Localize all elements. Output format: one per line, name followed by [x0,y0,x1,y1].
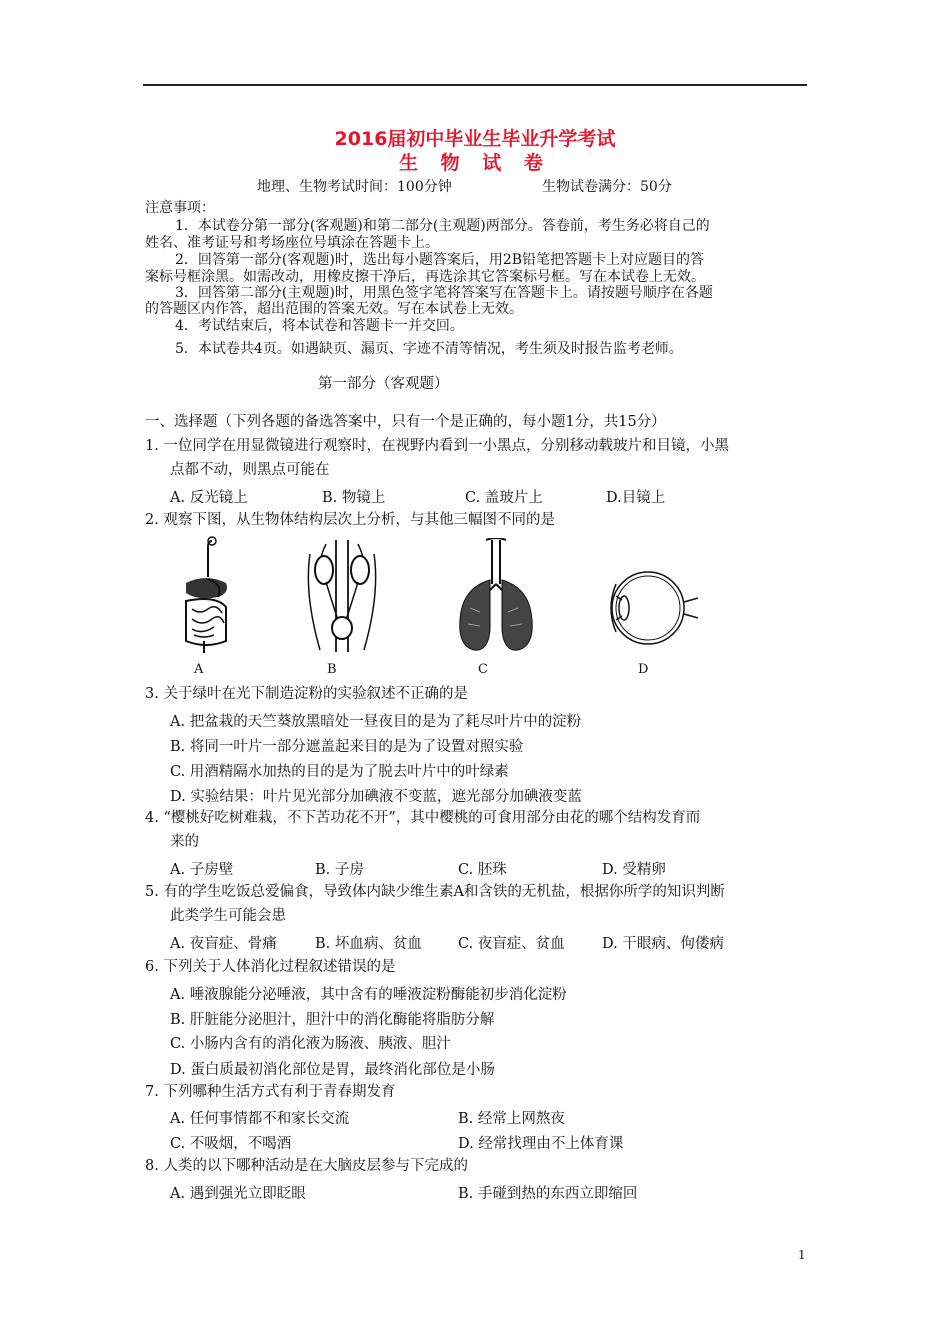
q6-option-c: C. 小肠内含有的消化液为肠液、胰液、胆汁 [170,1036,451,1052]
q7-option-d: D. 经常找理由不上体育课 [458,1136,624,1152]
exam-time-info: 地理、生物考试时间：100分钟 [257,179,452,195]
notice-line: 4．考试结束后，将本试卷和答题卡一并交回。 [175,318,464,334]
notice-line: 的答题区内作答，超出范围的答案无效。写在本试卷上无效。 [145,301,523,317]
question-4-cont: 来的 [170,834,199,850]
q7-option-a: A. 任何事情都不和家长交流 [170,1111,350,1127]
page-number: 1 [798,1248,806,1262]
section-heading: 一、选择题（下列各题的备选答案中，只有一个是正确的，每小题1分，共15分） [145,414,666,430]
q3-option-d: D. 实验结果：叶片见光部分加碘液不变蓝，遮光部分加碘液变蓝 [170,789,582,805]
q1-option-a: A. 反光镜上 [170,490,248,506]
figure-label-c: C [478,662,488,677]
question-5-cont: 此类学生可能会患 [170,908,286,924]
question-2: 2. 观察下图，从生物体结构层次上分析，与其他三幅图不同的是 [145,512,555,528]
q8-option-b: B. 手碰到热的东西立即缩回 [458,1186,638,1202]
question-1: 1. 一位同学在用显微镜进行观察时，在视野内看到一小黑点，分别移动载玻片和目镜，小黑 [145,438,729,454]
q5-option-c: C. 夜盲症、贫血 [458,936,565,952]
q7-option-c: C. 不吸烟，不喝酒 [170,1136,292,1152]
notice-line: 案标号框涂黑。如需改动，用橡皮擦干净后，再选涂其它答案标号框。写在本试卷上无效。 [145,269,705,285]
q5-option-d: D. 干眼病、佝偻病 [602,936,724,952]
question-1-cont: 点都不动，则黑点可能在 [170,462,330,478]
q3-option-c: C. 用酒精隔水加热的目的是为了脱去叶片中的叶绿素 [170,764,509,780]
part1-heading: 第一部分（客观题） [318,376,449,392]
notice-line: 1．本试卷分第一部分(客观题)和第二部分(主观题)两部分。答卷前，考生务必将自己的 [175,218,710,234]
q4-option-d: D. 受精卵 [602,862,666,878]
urinary-system-figure [302,540,382,655]
q6-option-b: B. 肝脏能分泌胆汁，胆汁中的消化酶能将脂肪分解 [170,1012,495,1028]
q7-option-b: B. 经常上网熬夜 [458,1111,565,1127]
question-4: 4. “樱桃好吃树难栽，不下苦功花不开”，其中樱桃的可食用部分由花的哪个结构发育而 [145,810,701,826]
question-6: 6. 下列关于人体消化过程叙述错误的是 [145,959,396,975]
notice-heading: 注意事项： [145,200,215,216]
q1-option-b: B. 物镜上 [322,490,386,506]
figure-label-b: B [327,662,337,677]
q5-option-b: B. 坏血病、贫血 [315,936,422,952]
question-7: 7. 下列哪种生活方式有利于青春期发育 [145,1084,396,1100]
q6-option-d: D. 蛋白质最初消化部位是胃，最终消化部位是小肠 [170,1062,495,1078]
q4-option-a: A. 子房壁 [170,862,234,878]
q8-option-a: A. 遇到强光立即眨眼 [170,1186,306,1202]
q5-option-a: A. 夜盲症、骨痛 [170,936,277,952]
exam-score-info: 生物试卷满分：50分 [542,179,672,195]
question-8: 8. 人类的以下哪种活动是在大脑皮层参与下完成的 [145,1158,468,1174]
q3-option-b: B. 将同一叶片一部分遮盖起来目的是为了设置对照实验 [170,739,524,755]
q1-option-c: C. 盖玻片上 [465,490,543,506]
notice-line: 2．回答第一部分(客观题)时，选出每小题答案后，用2B铅笔把答题卡上对应题目的答 [175,252,705,268]
notice-line: 姓名、准考证号和考场座位号填涂在答题卡上。 [145,235,439,251]
question-5: 5. 有的学生吃饭总爱偏食，导致体内缺少维生素A和含铁的无机盐，根据你所学的知识判断 [145,884,725,900]
q4-option-c: C. 胚珠 [458,862,507,878]
notice-line: 3．回答第二部分(主观题)时，用黑色签字笔将答案写在答题卡上。请按题号顺序在各题 [175,285,713,301]
eye-figure [604,566,700,650]
figure-label-d: D [638,662,649,677]
q4-option-b: B. 子房 [315,862,364,878]
lungs-figure [452,538,542,658]
exam-subtitle: 生 物 试 卷 [399,152,551,174]
exam-title: 2016届初中毕业生毕业升学考试 [334,128,616,150]
digestive-system-figure [172,535,244,655]
q1-option-d: D.目镜上 [606,490,666,506]
q3-option-a: A. 把盆栽的天竺葵放黑暗处一昼夜目的是为了耗尽叶片中的淀粉 [170,714,582,730]
question-3: 3. 关于绿叶在光下制造淀粉的实验叙述不正确的是 [145,686,468,702]
notice-line: 5．本试卷共4页。如遇缺页、漏页、字迹不清等情况，考生须及时报告监考老师。 [175,341,683,357]
figure-label-a: A [194,662,204,677]
header-rule [143,84,807,86]
q6-option-a: A. 唾液腺能分泌唾液，其中含有的唾液淀粉酶能初步消化淀粉 [170,987,567,1003]
